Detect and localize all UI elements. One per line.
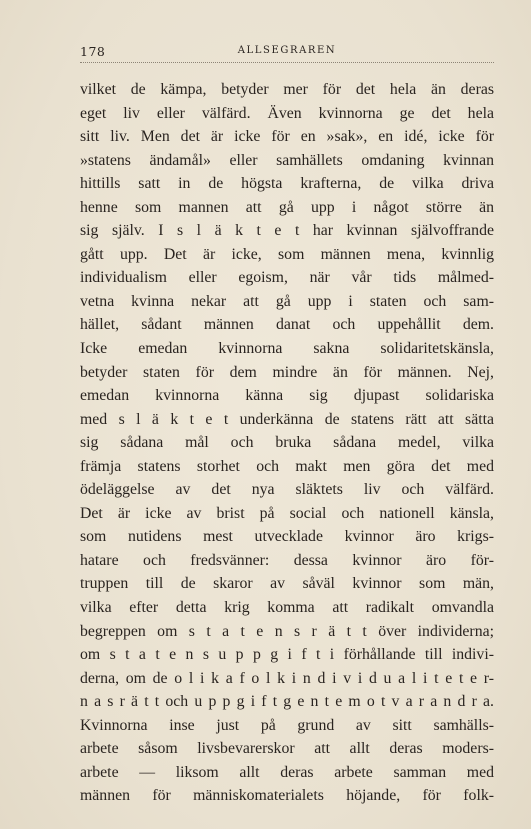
- text-line: arbete — liksom allt deras arbete samman med: [80, 763, 494, 781]
- text-line: med s l ä k t e t underkänna de statens rätt att sätta: [80, 410, 494, 428]
- text-line: gått upp. Det är icke, som männen mena, kvinnlig: [80, 245, 494, 263]
- text-line: truppen till de skaror av såväl kvinnor som män,: [80, 575, 494, 593]
- text-line: hatare och fredsvänner: dessa kvinnor äro för-: [80, 551, 494, 569]
- body-text: [80, 78, 494, 808]
- text-line: vilket de kämpa, betyder mer för det hela än deras: [80, 81, 494, 98]
- text-line: som nutidens mest utvecklade kvinnor äro krigs-: [80, 528, 494, 546]
- text-line: vetna kvinna nekar att gå upp i staten och sam-: [80, 292, 494, 310]
- text-line: hället, sådant männen danat och uppehållit dem.: [80, 316, 494, 334]
- running-head: ALLSEGRAREN: [237, 45, 337, 56]
- text-line: n a s r ä t t och u p p g i f t g e n t e m o t v a r a n d r a.: [80, 693, 494, 711]
- text-line: »statens ändamål» eller samhällets omdaning kvinnan: [80, 151, 494, 169]
- text-line: hittills satt in de högsta krafterna, de vilka driva: [80, 175, 494, 193]
- header-rule: [80, 62, 494, 63]
- text-line: henne som mannen att gå upp i något större än: [80, 198, 494, 216]
- text-line: männen för människomaterialets höjande, för folk-: [80, 787, 494, 805]
- text-line: Kvinnorna inse just på grund av sitt samhälls-: [80, 716, 494, 734]
- text-line: eget liv eller välfärd. Även kvinnorna ge det hela: [80, 104, 494, 122]
- text-line: sig själv. I s l ä k t e t har kvinnan självoffrande: [80, 222, 494, 240]
- text-line: sitt liv. Men det är icke för en »sak», en idé, icke för: [80, 128, 494, 146]
- text-line: vilka efter detta krig komma att radikalt omvandla: [80, 599, 494, 617]
- text-line: om s t a t e n s u p p g i f t i förhållande till indivi-: [80, 646, 494, 664]
- text-line: Det är icke av brist på social och nationell känsla,: [80, 504, 494, 522]
- text-line: individualism eller egoism, när vår tids målmed-: [80, 269, 494, 287]
- text-line: begreppen om s t a t e n s r ä t t över individerna;: [80, 622, 494, 640]
- text-line: arbete såsom livsbevarerskor att allt deras moders-: [80, 740, 494, 758]
- page-header: [80, 44, 494, 62]
- text-line: Icke emedan kvinnorna sakna solidaritetskänsla,: [80, 340, 494, 358]
- page-number: 178: [80, 44, 106, 59]
- text-line: sig sådana mål och bruka sådana medel, vilka: [80, 434, 494, 452]
- text-line: ödeläggelse av det nya släktets liv och välfärd.: [80, 481, 494, 499]
- text-line: derna, om de o l i k a f o l k i n d i v i d u a l i t e t e r-: [80, 669, 494, 687]
- text-line: emedan kvinnorna känna sig djupast solidariska: [80, 387, 494, 405]
- text-line: betyder staten för dem mindre än för männen. Nej,: [80, 363, 494, 381]
- text-line: främja statens storhet och makt men göra det med: [80, 457, 494, 475]
